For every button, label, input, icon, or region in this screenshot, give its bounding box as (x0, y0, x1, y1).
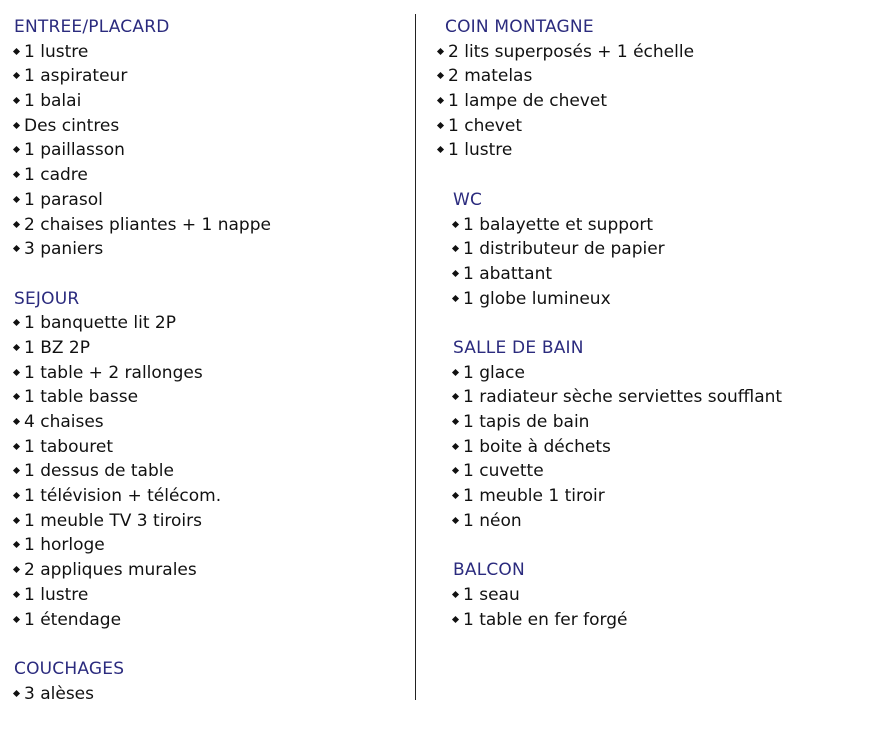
item-list (14, 40, 404, 262)
item-label: 2 appliques murales (24, 560, 197, 581)
list-item (438, 40, 878, 65)
item-label: 2 lits superposés + 1 échelle (448, 41, 695, 62)
list-item (14, 311, 404, 336)
item-label: 1 cuvette (463, 461, 544, 482)
list-item (14, 533, 404, 558)
list-item (14, 608, 404, 633)
item-label: 1 meuble TV 3 tiroirs (24, 510, 203, 531)
item-label: 1 chevet (448, 115, 522, 136)
item-label: 1 meuble 1 tiroir (463, 486, 605, 507)
section-couchages (14, 657, 404, 706)
list-item (14, 237, 404, 262)
diamond-bullet-icon (452, 418, 459, 425)
list-item (438, 64, 878, 89)
section-sejour (14, 287, 404, 633)
list-item (14, 385, 404, 410)
list-item (14, 558, 404, 583)
list-item (453, 484, 878, 509)
item-label: 1 cadre (24, 165, 88, 186)
list-item (14, 114, 404, 139)
list-item (438, 89, 878, 114)
diamond-bullet-icon (13, 566, 20, 573)
diamond-bullet-icon (13, 615, 20, 622)
item-label: 1 télévision + télécom. (24, 486, 222, 507)
item-label: 3 paniers (24, 239, 104, 260)
list-item (453, 410, 878, 435)
diamond-bullet-icon (13, 443, 20, 450)
list-item (14, 583, 404, 608)
diamond-bullet-icon (13, 72, 20, 79)
item-label: 1 balai (24, 91, 82, 112)
item-label: 1 table en fer forgé (463, 609, 628, 630)
list-item (453, 213, 878, 238)
section-title: WC (453, 189, 483, 210)
diamond-bullet-icon (452, 245, 459, 252)
diamond-bullet-icon (13, 245, 20, 252)
diamond-bullet-icon (13, 418, 20, 425)
list-item (14, 682, 404, 707)
diamond-bullet-icon (452, 467, 459, 474)
list-item (453, 583, 878, 608)
section-balcon (438, 558, 878, 632)
item-label: 1 lustre (24, 41, 89, 62)
diamond-bullet-icon (13, 591, 20, 598)
section-wc (438, 188, 878, 311)
item-label: 2 matelas (448, 66, 533, 87)
item-label: 1 table + 2 rallonges (24, 362, 203, 383)
diamond-bullet-icon (452, 591, 459, 598)
item-label: 1 étendage (24, 609, 122, 630)
section-entree-placard (14, 15, 404, 262)
list-item (438, 114, 878, 139)
diamond-bullet-icon (13, 220, 20, 227)
item-label: 1 parasol (24, 189, 103, 210)
list-item (453, 385, 878, 410)
item-label: 2 chaises pliantes + 1 nappe (24, 214, 271, 235)
diamond-bullet-icon (13, 146, 20, 153)
list-item (453, 361, 878, 386)
item-list (438, 40, 878, 163)
list-item (453, 262, 878, 287)
section-title: SEJOUR (14, 288, 80, 309)
item-label: 1 abattant (463, 263, 553, 284)
diamond-bullet-icon (13, 97, 20, 104)
item-label: 1 aspirateur (24, 66, 128, 87)
list-item (14, 163, 404, 188)
diamond-bullet-icon (13, 48, 20, 55)
diamond-bullet-icon (13, 541, 20, 548)
item-label: 1 paillasson (24, 140, 125, 161)
item-list (14, 311, 404, 632)
list-item (14, 509, 404, 534)
diamond-bullet-icon (452, 220, 459, 227)
right-column (438, 15, 878, 657)
item-label: 1 distributeur de papier (463, 239, 665, 260)
item-list (14, 682, 404, 707)
left-column (14, 15, 404, 731)
diamond-bullet-icon (437, 122, 444, 129)
diamond-bullet-icon (452, 517, 459, 524)
list-item (14, 64, 404, 89)
item-label: 4 chaises (24, 412, 104, 432)
column-divider (415, 14, 416, 700)
item-label: 1 dessus de table (24, 461, 174, 482)
item-label: 1 lampe de chevet (448, 91, 607, 112)
diamond-bullet-icon (437, 97, 444, 104)
diamond-bullet-icon (13, 492, 20, 499)
list-item (14, 336, 404, 361)
item-label: 1 lustre (24, 584, 89, 605)
item-label: 1 radiateur sèche serviettes soufflant (463, 387, 783, 408)
item-label: Des cintres (24, 115, 120, 136)
section-title: BALCON (453, 560, 525, 581)
list-item (14, 138, 404, 163)
diamond-bullet-icon (13, 196, 20, 203)
list-item (14, 213, 404, 238)
diamond-bullet-icon (13, 369, 20, 376)
section-title: COUCHAGES (14, 658, 125, 679)
diamond-bullet-icon (452, 369, 459, 376)
diamond-bullet-icon (452, 295, 459, 302)
item-label: 1 table basse (24, 387, 139, 408)
item-label: 1 BZ 2P (24, 337, 90, 358)
diamond-bullet-icon (437, 146, 444, 153)
section-salle-de-bain (438, 336, 878, 534)
diamond-bullet-icon (452, 615, 459, 622)
diamond-bullet-icon (13, 171, 20, 178)
item-label: 1 néon (463, 510, 522, 531)
diamond-bullet-icon (452, 270, 459, 277)
diamond-bullet-icon (13, 344, 20, 351)
diamond-bullet-icon (437, 72, 444, 79)
section-title: ENTREE/PLACARD (14, 17, 170, 37)
list-item (14, 459, 404, 484)
list-item (453, 608, 878, 633)
list-item (14, 410, 404, 435)
diamond-bullet-icon (13, 122, 20, 129)
item-list (453, 213, 878, 312)
diamond-bullet-icon (13, 690, 20, 697)
diamond-bullet-icon (13, 393, 20, 400)
list-item (453, 509, 878, 534)
list-item (453, 435, 878, 460)
item-label: 1 seau (463, 584, 520, 605)
item-label: 1 glace (463, 362, 525, 383)
section-title: SALLE DE BAIN (453, 337, 584, 358)
item-list (453, 583, 878, 632)
list-item (14, 40, 404, 65)
diamond-bullet-icon (437, 48, 444, 55)
item-list (453, 361, 878, 534)
section-title: COIN MONTAGNE (445, 17, 594, 37)
list-item (453, 287, 878, 312)
item-label: 1 boite à déchets (463, 436, 611, 457)
diamond-bullet-icon (452, 443, 459, 450)
item-label: 1 lustre (448, 140, 513, 161)
diamond-bullet-icon (13, 517, 20, 524)
item-label: 1 balayette et support (463, 214, 654, 235)
list-item (14, 435, 404, 460)
diamond-bullet-icon (452, 492, 459, 499)
list-item (14, 89, 404, 114)
item-label: 1 horloge (24, 535, 105, 556)
section-coin-montagne (438, 15, 878, 163)
list-item (14, 188, 404, 213)
list-item (438, 138, 878, 163)
item-label: 1 globe lumineux (463, 288, 611, 309)
item-label: 1 tapis de bain (463, 412, 590, 432)
list-item (453, 237, 878, 262)
diamond-bullet-icon (13, 319, 20, 326)
diamond-bullet-icon (452, 393, 459, 400)
diamond-bullet-icon (13, 467, 20, 474)
item-label: 3 alèses (24, 683, 94, 704)
item-label: 1 tabouret (24, 436, 114, 457)
item-label: 1 banquette lit 2P (24, 313, 177, 334)
list-item (14, 361, 404, 386)
list-item (453, 459, 878, 484)
list-item (14, 484, 404, 509)
